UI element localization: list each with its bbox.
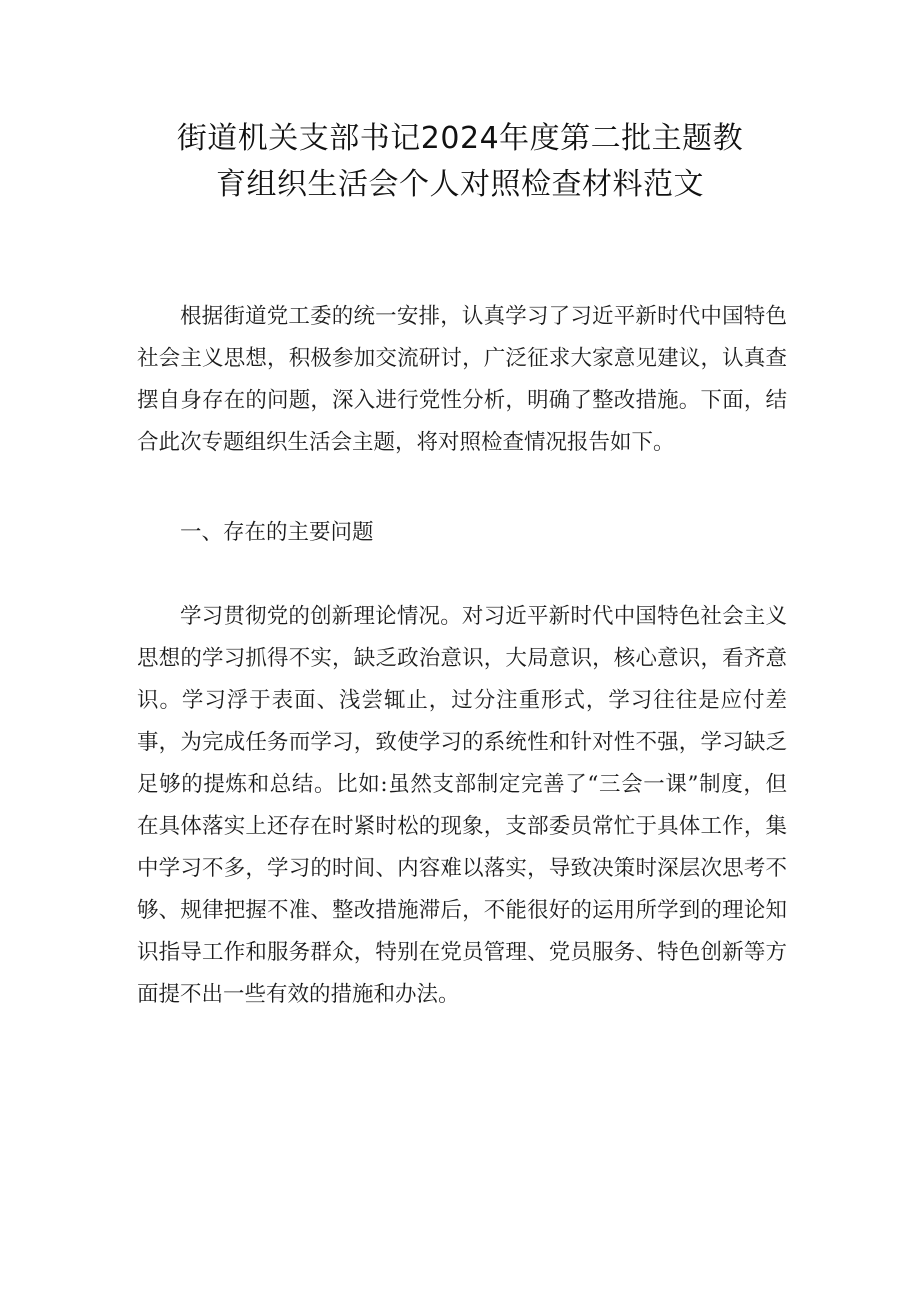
intro-paragraph: 根据街道党工委的统一安排，认真学习了习近平新时代中国特色社会主义思想，积极参加交流研讨，广泛征求大家意见建议，认真查摆自身存在的问题，深入进行党性分析，明确了整改措施。下面，结合此次专题组织生活会主题，将对照检查情况报告如下。: [137, 304, 787, 455]
title-line-2: 育组织生活会个人对照检查材料范文: [216, 167, 704, 202]
document-title: [130, 116, 790, 208]
section-paragraph: 学习贯彻党的创新理论情况。对习近平新时代中国特色社会主义思想的学习抓得不实，缺乏政治意识，大局意识，核心意识，看齐意识。学习浮于表面、浅尝辄止，过分注重形式，学习往往是应付差事，为完成任务而学习，致使学习的系统性和针对性不强，学习缺乏足够的提炼和总结。比如:虽然支部制定完善了“三会一课”制度，但在具体落实上还存在时紧时松的现象，支部委员常忙于具体工作，集中学习不多，学习的时间、内容难以落实，导致决策时深层次思考不够、规律把握不准、整改措施滞后，不能很好的运用所学到的理论知识指导工作和服务群众，特别在党员管理、党员服务、特色创新等方面提不出一些有效的措施和办法。: [137, 604, 787, 1007]
title-line-1: 街道机关支部书记2024年度第二批主题教: [176, 121, 744, 156]
section-heading: 一、存在的主要问题: [180, 520, 374, 545]
